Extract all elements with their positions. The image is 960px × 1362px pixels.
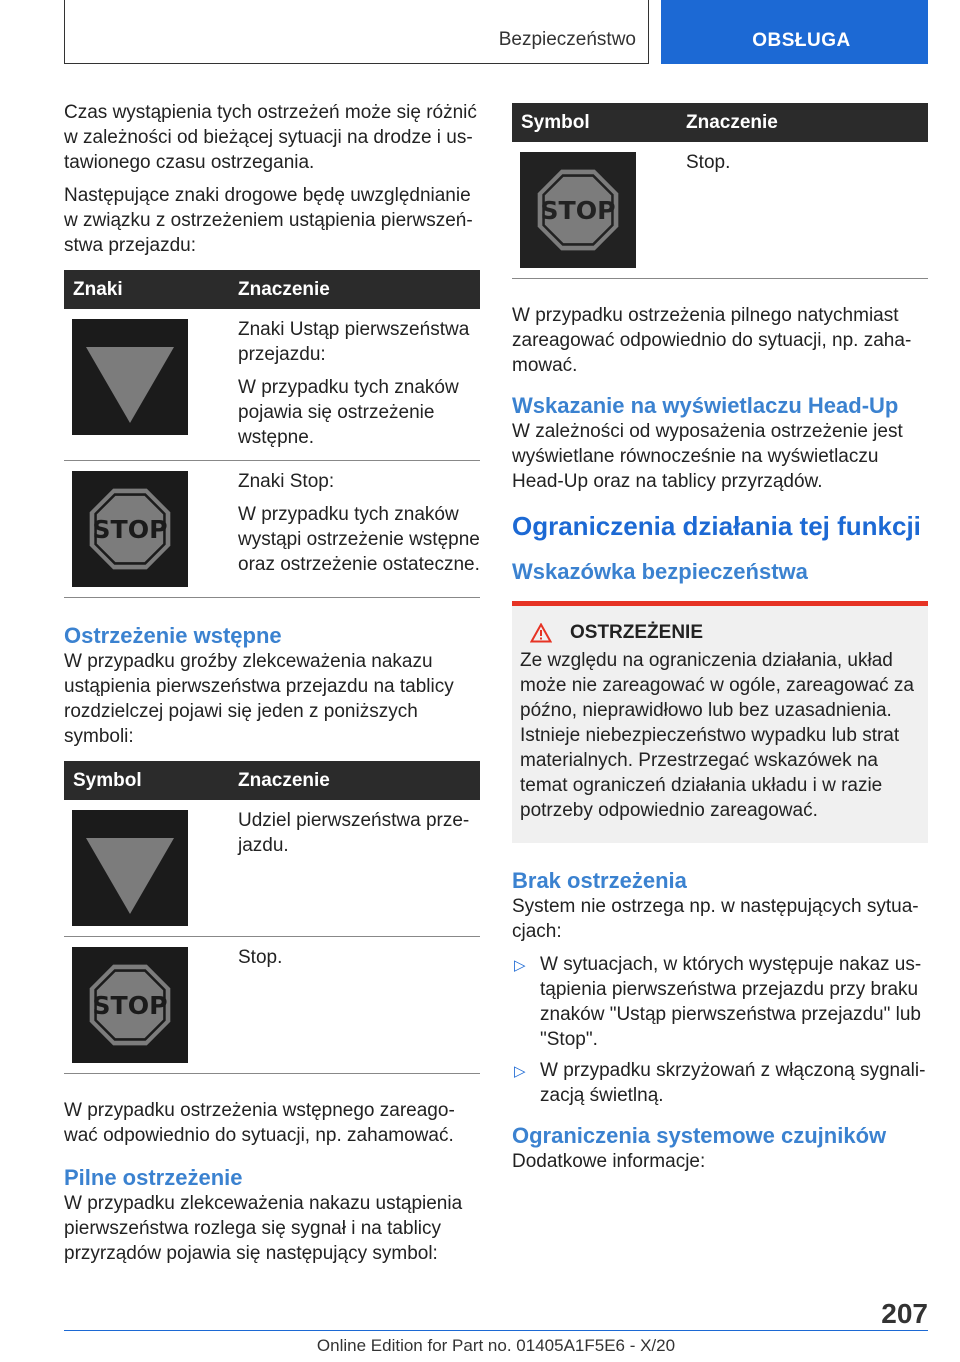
warning-box [512,601,928,843]
urgent-warning-text: W przypadku zlekceważenia nakazu ustąpienia pierwszeństwa rozlega się sygnał i na tablicy przyrządów pojawia się następujący symbol: [64,1193,463,1264]
table-cell-text: Stop. [238,947,283,968]
stop-sign-icon [72,471,188,587]
warning-triangle-icon [530,623,552,643]
table-cell-text: Udziel pierwszeństwa przejazdu. [238,810,470,856]
yield-sign-icon [72,319,188,435]
yield-sign-icon [72,810,188,926]
page-number: 207 [881,1298,928,1329]
section-heading-sensors: Ograniczenia systemowe czujników [512,1123,887,1148]
section-heading-hud: Wskazanie na wyświetlaczu Head-Up [512,393,899,418]
table-header-meaning: Znaczenie [230,270,480,309]
table-row [64,461,480,598]
right-column [512,103,928,1182]
after-urgent-text: W przypadku ostrzeżenia pilnego natychmiast zareagować odpowiednio do sytuacji, np. zahamować. [512,305,912,376]
svg-text:STOP: STOP [92,515,168,545]
table-cell-text: W przypadku tych znaków wystąpi ostrzeżenie wstępne oraz ostrzeżenie ostateczne. [238,504,480,575]
list-item: ▷ W przypadku skrzyżowań z włączoną sygnalizacją świetlną. [514,1060,926,1106]
pre-warning-text: W przypadku groźby zlekceważenia nakazu ustąpienia pierwszeństwa przejazdu na tablicy rozdzielczej pojawi się jeden z poniższych symboli: [64,651,454,747]
urgent-symbol-table [512,103,928,279]
left-column [64,100,480,1274]
section-heading-no-warning: Brak ostrzeżenia [512,868,687,893]
no-warning-text: System nie ostrzega np. w następujących sytuacjach: [512,896,919,942]
table-header-meaning: Znaczenie [678,103,928,142]
footer-edition: Online Edition for Part no. 01405A1F5E6 - X/20 [316,1336,676,1355]
table-header-row [64,761,480,800]
intro-paragraph-2: Następujące znaki drogowe będę uwzględnianie w związku z ostrzeżeniem ustąpienia pierwszeństwa przejazdu: [64,185,473,256]
table-row [64,937,480,1074]
table-cell-text: W przypadku tych znaków pojawia się ostrzeżenie wstępne. [238,377,459,448]
table-header-symbol: Symbol [512,103,678,142]
table-header-meaning: Znaczenie [230,761,480,800]
signs-table [64,270,480,598]
section-heading-safety: Wskazówka bezpieczeństwa [512,559,808,584]
table-cell-text: Stop. [686,152,731,173]
page-header [64,0,928,64]
footer-divider [64,1330,928,1331]
intro-paragraph-1: Czas wystąpienia tych ostrzeżeń może się różnić w zależności od bieżącej sytuacji na drodze i ustawionego czasu ostrzegania. [64,102,477,173]
header-chapter-tab[interactable] [661,0,928,64]
table-cell-text: Znaki Stop: [238,471,335,492]
triangle-bullet-icon: ▷ [514,1063,526,1080]
table-header-row [512,103,928,142]
table-row [512,142,928,279]
table-header-signs: Znaki [64,270,230,309]
table-header-symbol: Symbol [64,761,230,800]
stop-sign-icon [520,152,636,268]
table-row [64,800,480,937]
header-section-title: Bezpieczeństwo [498,29,636,50]
no-warning-list [512,952,928,1108]
list-item: ▷ W sytuacjach, w których występuje nakaz ustąpienia pierwszeństwa przejazdu przy braku znaków "Ustąp pierwszeństwa przejazdu" lub "Stop". [514,954,922,1050]
header-chapter-title: OBSŁUGA [752,30,851,51]
warning-header [530,622,920,644]
after-pre-warning-text: W przypadku ostrzeżenia wstępnego zareagować odpowiednio do sytuacji, np. zahamować. [64,1100,455,1146]
svg-text:STOP: STOP [540,196,616,226]
triangle-bullet-icon: ▷ [514,957,526,974]
hud-text: W zależności od wyposażenia ostrzeżenie jest wyświetlane równocześnie na wyświetlaczu Head-Up oraz na tablicy przyrządów. [512,421,903,492]
symbols-table [64,761,480,1074]
table-cell-text: Znaki Ustąp pierwszeństwa przejazdu: [238,319,470,365]
stop-sign-icon [72,947,188,1063]
section-heading-pre-warning: Ostrzeżenie wstępne [64,623,282,648]
warning-title: OSTRZEŻENIE [570,622,704,643]
warning-text: Ze względu na ograniczenia działania, układ może nie zareagować w ogóle, zareagować za późno, nieprawidłowo lub bez uzasadnienia. Istnieje niebezpieczeństwo wypadku lub strat materialnych. Przestrzegać wskazówek na temat ograniczeń działania układu i w razie potrzeby odpowiednio zareagować. [520,650,914,821]
sensors-text: Dodatkowe informacje: [512,1151,706,1172]
table-row [64,309,480,461]
table-header-row [64,270,480,309]
section-heading-limits: Ograniczenia działania tej funkcji [512,511,921,541]
header-section-box [64,0,649,64]
section-heading-urgent-warning: Pilne ostrzeżenie [64,1165,243,1190]
svg-text:STOP: STOP [92,991,168,1021]
